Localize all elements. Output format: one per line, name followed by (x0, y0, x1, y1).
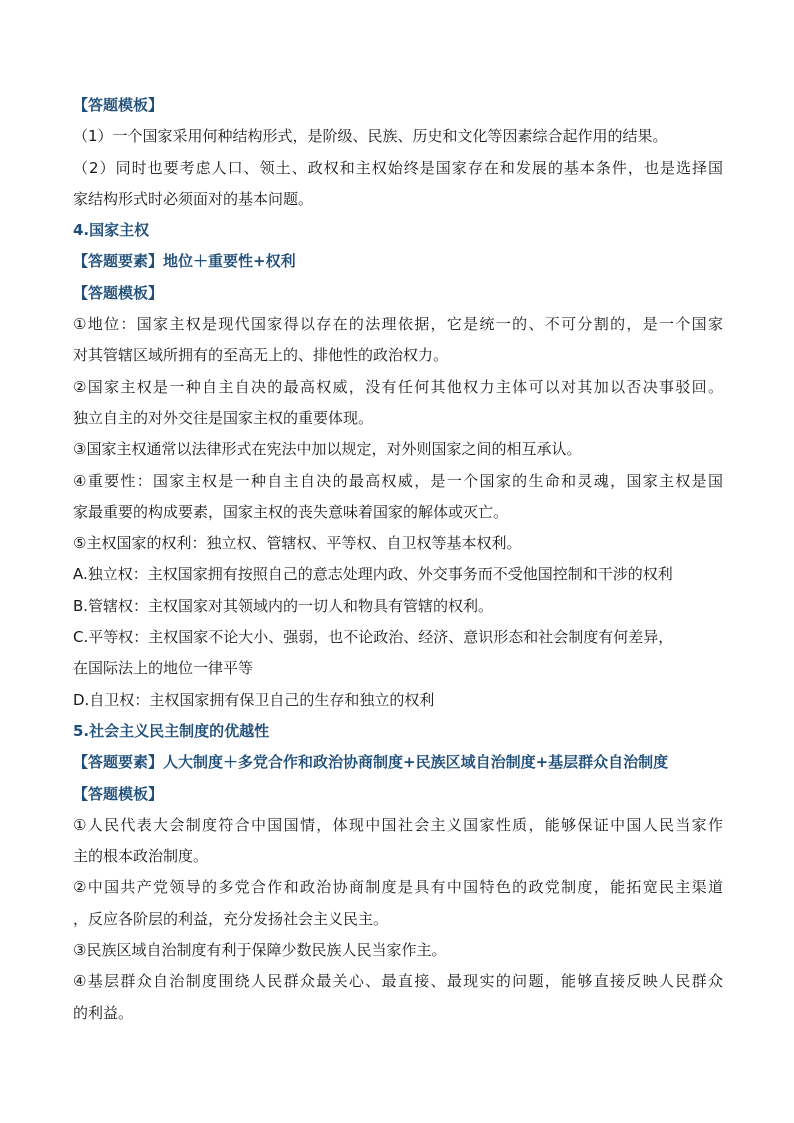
section-title-national-sovereignty: 4.国家主权 (73, 221, 150, 240)
text-line: ，反应各阶层的利益，充分发扬社会主义民主。 (73, 909, 389, 928)
text-line: C.平等权：主权国家不论大小、强弱，也不论政治、经济、意识形态和社会制度有何差异， (73, 628, 674, 647)
text-line: （2）同时也要考虑人口、领土、政权和主权始终是国家存在和发展的基本条件，也是选择国 (73, 158, 723, 177)
text-line: 独立自主的对外交往是国家主权的重要体现。 (73, 408, 374, 427)
text-line: 的利益。 (73, 1003, 134, 1022)
text-line: 家最重要的构成要素，国家主权的丧失意味着国家的解体或灭亡。 (73, 502, 509, 521)
text-line: ②中国共产党领导的多党合作和政治协商制度是具有中国特色的政党制度，能拓宽民主渠道 (73, 878, 723, 897)
text-line: B.管辖权：主权国家对其领域内的一切人和物具有管辖的权利。 (73, 596, 494, 615)
text-line: ④重要性：国家主权是一种自主自决的最高权威，是一个国家的生命和灵魂，国家主权是国 (73, 471, 723, 490)
text-line: 在国际法上的地位一律平等 (73, 659, 254, 678)
section-heading-answer-template: 【答题模板】 (73, 784, 164, 803)
text-line: （1）一个国家采用何种结构形式，是阶级、民族、历史和文化等因素综合起作用的结果。 (73, 127, 668, 146)
section-heading-answer-elements: 【答题要素】地位＋重要性+权利 (73, 252, 296, 271)
text-line: ⑤主权国家的权利：独立权、管辖权、平等权、自卫权等基本权利。 (73, 534, 522, 553)
section-heading-answer-template: 【答题模板】 (73, 283, 164, 302)
text-line: ③国家主权通常以法律形式在宪法中加以规定，对外则国家之间的相互承认。 (73, 440, 582, 459)
text-line: ④基层群众自治制度围绕人民群众最关心、最直接、最现实的问题，能够直接反映人民群众 (73, 972, 723, 991)
text-line: D.自卫权：主权国家拥有保卫自己的生存和独立的权利 (73, 690, 435, 709)
text-line: ③民族区域自治制度有利于保障少数民族人民当家作主。 (73, 941, 447, 960)
text-line: ②国家主权是一种自主自决的最高权威，没有任何其他权力主体可以对其加以否决事驳回。 (73, 377, 723, 396)
text-line: 主的根本政治制度。 (73, 847, 209, 866)
text-line: ①人民代表大会制度符合中国国情，体现中国社会主义国家性质，能够保证中国人民当家作 (73, 815, 723, 834)
text-line: ①地位：国家主权是现代国家得以存在的法理依据，它是统一的、不可分割的，是一个国家 (73, 315, 723, 334)
text-line: 家结构形式时必须面对的基本问题。 (73, 189, 314, 208)
section-heading-answer-template: 【答题模板】 (73, 96, 164, 114)
section-title-socialist-democracy: 5.社会主义民主制度的优越性 (73, 721, 270, 740)
document-page (73, 90, 723, 1029)
text-line: A.独立权：主权国家拥有按照自己的意志处理内政、外交事务而不受他国控制和干涉的权利 (73, 565, 673, 584)
section-heading-answer-elements: 【答题要素】人大制度＋多党合作和政治协商制度+民族区域自治制度+基层群众自治制度 (73, 753, 669, 772)
text-line: 对其管辖区域所拥有的至高无上的、排他性的政治权力。 (73, 346, 449, 365)
